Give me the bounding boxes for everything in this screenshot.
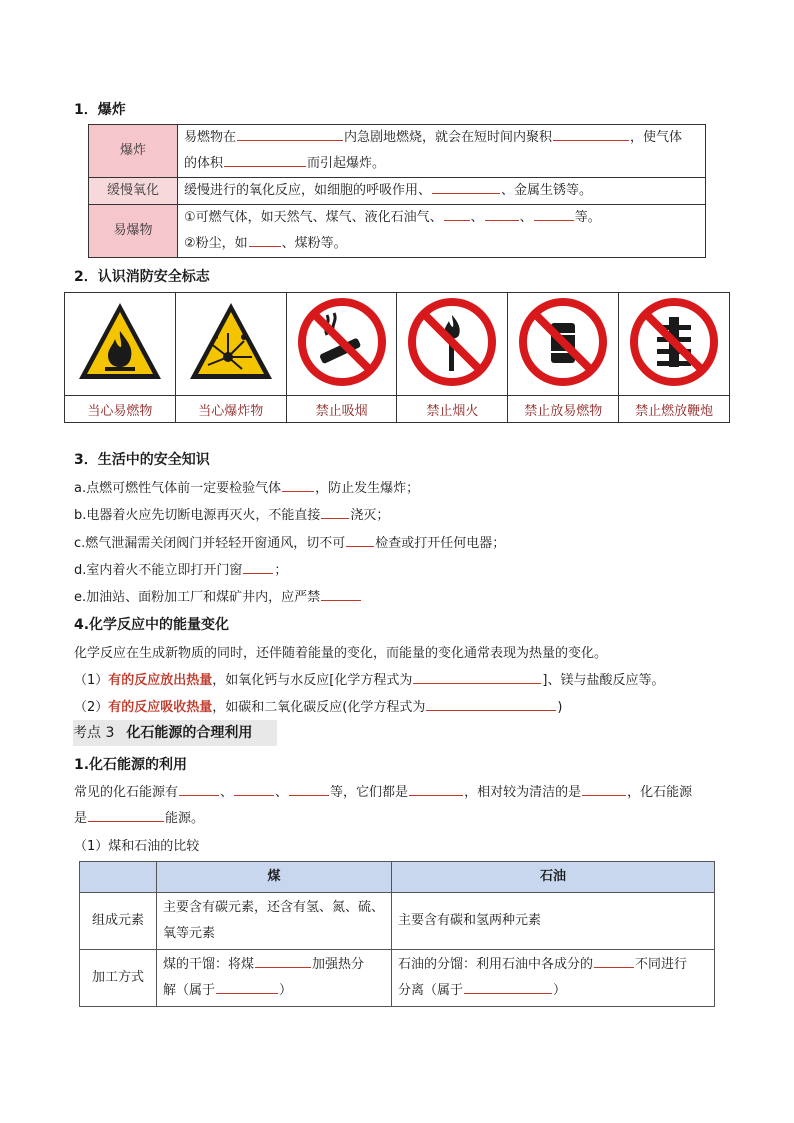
safety-item-c: c.燃气泄漏需关闭阀门并轻轻开窗通风，切不可 检查或打开任何电器； [74, 536, 506, 551]
sign-cell [65, 293, 176, 396]
answer-blank[interactable] [237, 128, 343, 141]
energy-point-2: （2）有的反应吸收热量，如碳和二氧化碳反应(化学方程式为 ) [74, 700, 563, 715]
answer-blank[interactable] [282, 479, 314, 492]
safety-signs-table [64, 292, 730, 423]
table-row [80, 893, 715, 950]
header-coal: 煤 [157, 862, 392, 893]
answer-blank[interactable] [444, 208, 470, 221]
sign-image-row [65, 293, 730, 396]
answer-blank[interactable] [321, 506, 349, 519]
slow-oxidation-definition: 缓慢进行的氧化反应，如细胞的呼吸作用、 、金属生锈等。 [178, 178, 706, 205]
answer-blank[interactable] [534, 208, 574, 221]
answer-blank[interactable] [234, 783, 274, 796]
answer-blank[interactable] [346, 534, 374, 547]
answer-blank[interactable] [249, 234, 281, 247]
section-5-title: 1.化石能源的利用 [74, 757, 188, 773]
answer-blank[interactable] [553, 128, 629, 141]
answer-blank[interactable] [426, 698, 556, 711]
answer-blank[interactable] [413, 671, 541, 684]
sign-caption-row [65, 396, 730, 423]
row-head-explosives: 易爆物 [89, 205, 178, 258]
answer-blank[interactable] [216, 981, 278, 994]
header-oil: 石油 [392, 862, 715, 893]
answer-blank[interactable] [255, 955, 311, 968]
energy-intro: 化学反应在生成新物质的同时，还伴随着能量的变化，而能量的变化通常表现为热量的变化。 [74, 646, 608, 661]
section-4-title: 4.化学反应中的能量变化 [74, 617, 230, 633]
row-head-slow-oxidation: 缓慢氧化 [89, 178, 178, 205]
answer-blank[interactable] [594, 955, 634, 968]
answer-blank[interactable] [88, 809, 164, 822]
safety-item-e: e.加油站、面粉加工厂和煤矿井内，应严禁 [74, 586, 362, 605]
fossil-energy-line-1: 常见的化石能源有 、 、 等，它们都是 ，相对较为清洁的是 ，化石能源 [74, 785, 693, 800]
topic-header [73, 720, 277, 746]
energy-point-1: （1）有的反应放出热量，如氧化钙与水反应[化学方程式为 ]、镁与盐酸反应等。 [74, 673, 665, 688]
section-2-title: 2．认识消防安全标志 [74, 269, 210, 285]
sign-caption: 禁止燃放鞭炮 [619, 396, 730, 423]
sign-cell [286, 293, 397, 396]
explosives-definition: ①可燃气体，如天然气、煤气、液化石油气、 、 、 等。 ②粉尘，如 、煤粉等。 [178, 205, 706, 258]
oil-processing: 石油的分馏：利用石油中各成分的 不同进行 分离（属于 ） [392, 950, 715, 1007]
table-row [89, 205, 706, 258]
flammable-warning-icon [75, 297, 165, 387]
sign-caption: 禁止放易燃物 [508, 396, 619, 423]
sign-cell [175, 293, 286, 396]
coal-elements: 主要含有碳元素，还含有氢、氮、硫、 氧等元素 [157, 893, 392, 950]
answer-blank[interactable] [321, 588, 361, 601]
no-flammables-icon [518, 297, 608, 387]
sign-cell [397, 293, 508, 396]
safety-item-d: d.室内着火不能立即打开门窗 ； [74, 563, 288, 578]
row-head-processing: 加工方式 [80, 950, 157, 1007]
section-3-title: 3．生活中的安全知识 [74, 452, 210, 468]
coal-oil-comparison-table [79, 861, 715, 1007]
table-row [89, 178, 706, 205]
explosion-definition: 易燃物在 内急剧地燃烧，就会在短时间内聚积 ，使气体 的体积 而引起爆炸。 [178, 125, 706, 178]
answer-blank[interactable] [243, 561, 273, 574]
answer-blank[interactable] [582, 783, 626, 796]
section-1-title: 1．爆炸 [74, 102, 126, 118]
no-smoking-icon [297, 297, 387, 387]
answer-blank[interactable] [409, 783, 463, 796]
safety-item-a: a.点燃可燃性气体前一定要检验气体 ，防止发生爆炸； [74, 481, 420, 496]
sign-cell [619, 293, 730, 396]
sign-cell [508, 293, 619, 396]
row-head-explosion: 爆炸 [89, 125, 178, 178]
explosive-warning-icon [186, 297, 276, 387]
table-row [80, 950, 715, 1007]
table-row [89, 125, 706, 178]
explosion-table [88, 124, 706, 258]
row-head-elements: 组成元素 [80, 893, 157, 950]
sign-caption: 当心爆炸物 [175, 396, 286, 423]
sign-caption: 禁止吸烟 [286, 396, 397, 423]
sign-caption: 禁止烟火 [397, 396, 508, 423]
topic-title: 化石能源的合理利用 [126, 725, 253, 741]
answer-blank[interactable] [224, 154, 306, 167]
answer-blank[interactable] [464, 981, 552, 994]
table-header-row [80, 862, 715, 893]
sign-caption: 当心易燃物 [65, 396, 176, 423]
answer-blank[interactable] [432, 181, 500, 194]
answer-blank[interactable] [179, 783, 219, 796]
safety-item-b: b.电器着火应先切断电源再灭火，不能直接 浇灭； [74, 508, 390, 523]
header-empty [80, 862, 157, 893]
no-open-flame-icon [407, 297, 497, 387]
answer-blank[interactable] [289, 783, 329, 796]
topic-label: 考点 3 [73, 725, 115, 741]
oil-elements: 主要含有碳和氢两种元素 [392, 893, 715, 950]
coal-processing: 煤的干馏：将煤 加强热分 解（属于 ） [157, 950, 392, 1007]
no-fireworks-icon [629, 297, 719, 387]
fossil-energy-line-2: 是 能源。 [74, 811, 205, 826]
answer-blank[interactable] [485, 208, 519, 221]
comparison-subtitle: （1）煤和石油的比较 [74, 839, 200, 854]
